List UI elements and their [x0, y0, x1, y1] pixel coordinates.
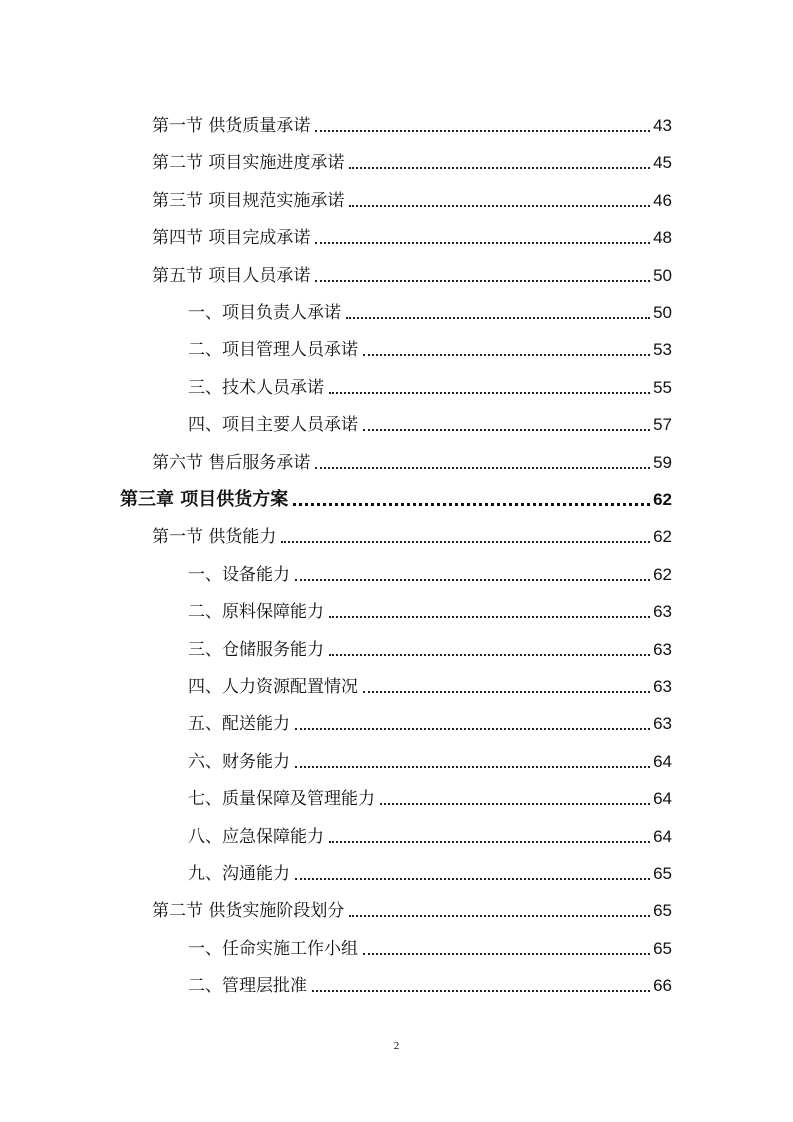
toc-dot-leader: [349, 915, 650, 917]
toc-entry[interactable]: [188, 325, 672, 361]
toc-entry[interactable]: [152, 886, 672, 922]
toc-entry-title: 五、配送能力: [188, 714, 290, 735]
toc-dot-leader: [380, 803, 650, 805]
toc-entry-page: 63: [653, 714, 672, 734]
toc-entry-title: 一、项目负责人承诺: [188, 303, 341, 323]
toc-entry-page: 66: [653, 976, 672, 996]
toc-dot-leader: [315, 130, 650, 132]
toc-entry-title: 第一节 供货能力: [152, 527, 277, 548]
toc-dot-leader: [295, 728, 650, 730]
toc-entry-page: 64: [653, 751, 672, 771]
toc-entry-page: 65: [653, 901, 672, 921]
toc-entry-page: 63: [653, 602, 672, 622]
toc-dot-leader: [363, 953, 650, 955]
toc-entry-page: 46: [653, 190, 672, 210]
toc-dot-leader: [315, 467, 650, 469]
toc-entry[interactable]: [188, 625, 672, 661]
toc-entry[interactable]: [188, 363, 672, 399]
toc-entry-page: 55: [653, 377, 672, 397]
toc-dot-leader: [349, 167, 650, 169]
toc-entry[interactable]: [152, 213, 672, 249]
toc-entry-title: 二、管理层批准: [188, 976, 307, 997]
toc-dot-leader: [329, 654, 650, 656]
toc-dot-leader: [363, 691, 650, 693]
toc-entry[interactable]: [188, 812, 672, 848]
toc-dot-leader: [315, 242, 650, 244]
toc-entry-title: 第二节 项目实施进度承诺: [152, 153, 345, 174]
toc-dot-leader: [329, 841, 650, 843]
toc-entry-title: 第二节 供货实施阶段划分: [152, 901, 345, 922]
toc-entry-title: 第五节 项目人员承诺: [152, 265, 311, 286]
toc-entry[interactable]: [188, 849, 672, 885]
toc-entry-page: 48: [653, 228, 672, 248]
toc-entry-page: 65: [653, 938, 672, 958]
toc-entry[interactable]: [188, 924, 672, 960]
toc-entry-page: 64: [653, 789, 672, 809]
toc-dot-leader: [363, 354, 650, 356]
toc-entry-title: 第三节 项目规范实施承诺: [152, 190, 345, 211]
toc-entry-title: 八、应急保障能力: [188, 826, 324, 847]
toc-entry[interactable]: [188, 774, 672, 810]
toc-entry-title: 二、项目管理人员承诺: [188, 340, 358, 361]
toc-entry[interactable]: [120, 475, 672, 511]
toc-entry-title: 三、仓储服务能力: [188, 639, 324, 660]
toc-dot-leader: [363, 429, 650, 431]
toc-entry[interactable]: [188, 288, 672, 324]
toc-dot-leader: [346, 317, 650, 319]
toc-entry-title: 三、技术人员承诺: [188, 377, 324, 398]
toc-entry[interactable]: [188, 662, 672, 698]
toc-entry-title: 四、人力资源配置情况: [188, 677, 358, 697]
toc-entry-page: 53: [653, 340, 672, 360]
toc-entry[interactable]: [152, 251, 672, 287]
toc-entry-title: 九、沟通能力: [188, 864, 290, 884]
toc-entry-page: 59: [653, 452, 672, 472]
toc-entry-title: 一、任命实施工作小组: [188, 938, 358, 959]
toc-entry-page: 50: [653, 265, 672, 285]
page-number: 2: [393, 1040, 400, 1052]
toc-dot-leader: [281, 541, 650, 543]
toc-entry-page: 63: [653, 639, 672, 659]
toc-dot-leader: [295, 579, 650, 581]
toc-entry-title: 七、质量保障及管理能力: [188, 789, 375, 810]
toc-entry[interactable]: [188, 961, 672, 997]
toc-entry-title: 一、设备能力: [188, 564, 290, 585]
toc-dot-leader: [312, 990, 650, 992]
toc-entry-page: 50: [653, 303, 672, 322]
toc-entry[interactable]: [152, 438, 672, 474]
toc-entry[interactable]: [188, 587, 672, 623]
toc-dot-leader: [315, 280, 650, 282]
toc-entry-page: 64: [653, 826, 672, 846]
toc-entry-page: 62: [653, 490, 672, 509]
toc-entry-page: 62: [653, 564, 672, 584]
toc-entry[interactable]: [188, 737, 672, 773]
toc-dot-leader: [295, 878, 650, 880]
toc-entry[interactable]: [188, 699, 672, 735]
toc-dot-leader: [329, 616, 650, 618]
toc-dot-leader: [293, 503, 650, 506]
toc-entry-title: 第六节 售后服务承诺: [152, 452, 311, 473]
toc-entry[interactable]: [152, 176, 672, 212]
toc-dot-leader: [329, 392, 650, 394]
toc-entry[interactable]: [152, 101, 672, 137]
toc-entry-page: 43: [653, 116, 672, 135]
toc-entry-page: 65: [653, 864, 672, 883]
toc-entry-title: 第三章 项目供货方案: [120, 489, 289, 510]
toc-entry[interactable]: [152, 512, 672, 548]
toc-entry-page: 63: [653, 677, 672, 696]
toc-entry-title: 第四节 项目完成承诺: [152, 228, 311, 249]
toc-entry[interactable]: [152, 138, 672, 174]
toc-entry-page: 57: [653, 415, 672, 435]
toc-entry[interactable]: [188, 550, 672, 586]
toc-entry-title: 二、原料保障能力: [188, 602, 324, 623]
toc-dot-leader: [349, 205, 650, 207]
toc-dot-leader: [295, 766, 650, 768]
toc-entry-page: 45: [653, 153, 672, 173]
toc-entry-page: 62: [653, 527, 672, 547]
toc-entry-title: 第一节 供货质量承诺: [152, 116, 311, 136]
toc-entry-title: 四、项目主要人员承诺: [188, 415, 358, 436]
toc-entry[interactable]: [188, 400, 672, 436]
toc-entry-title: 六、财务能力: [188, 751, 290, 772]
